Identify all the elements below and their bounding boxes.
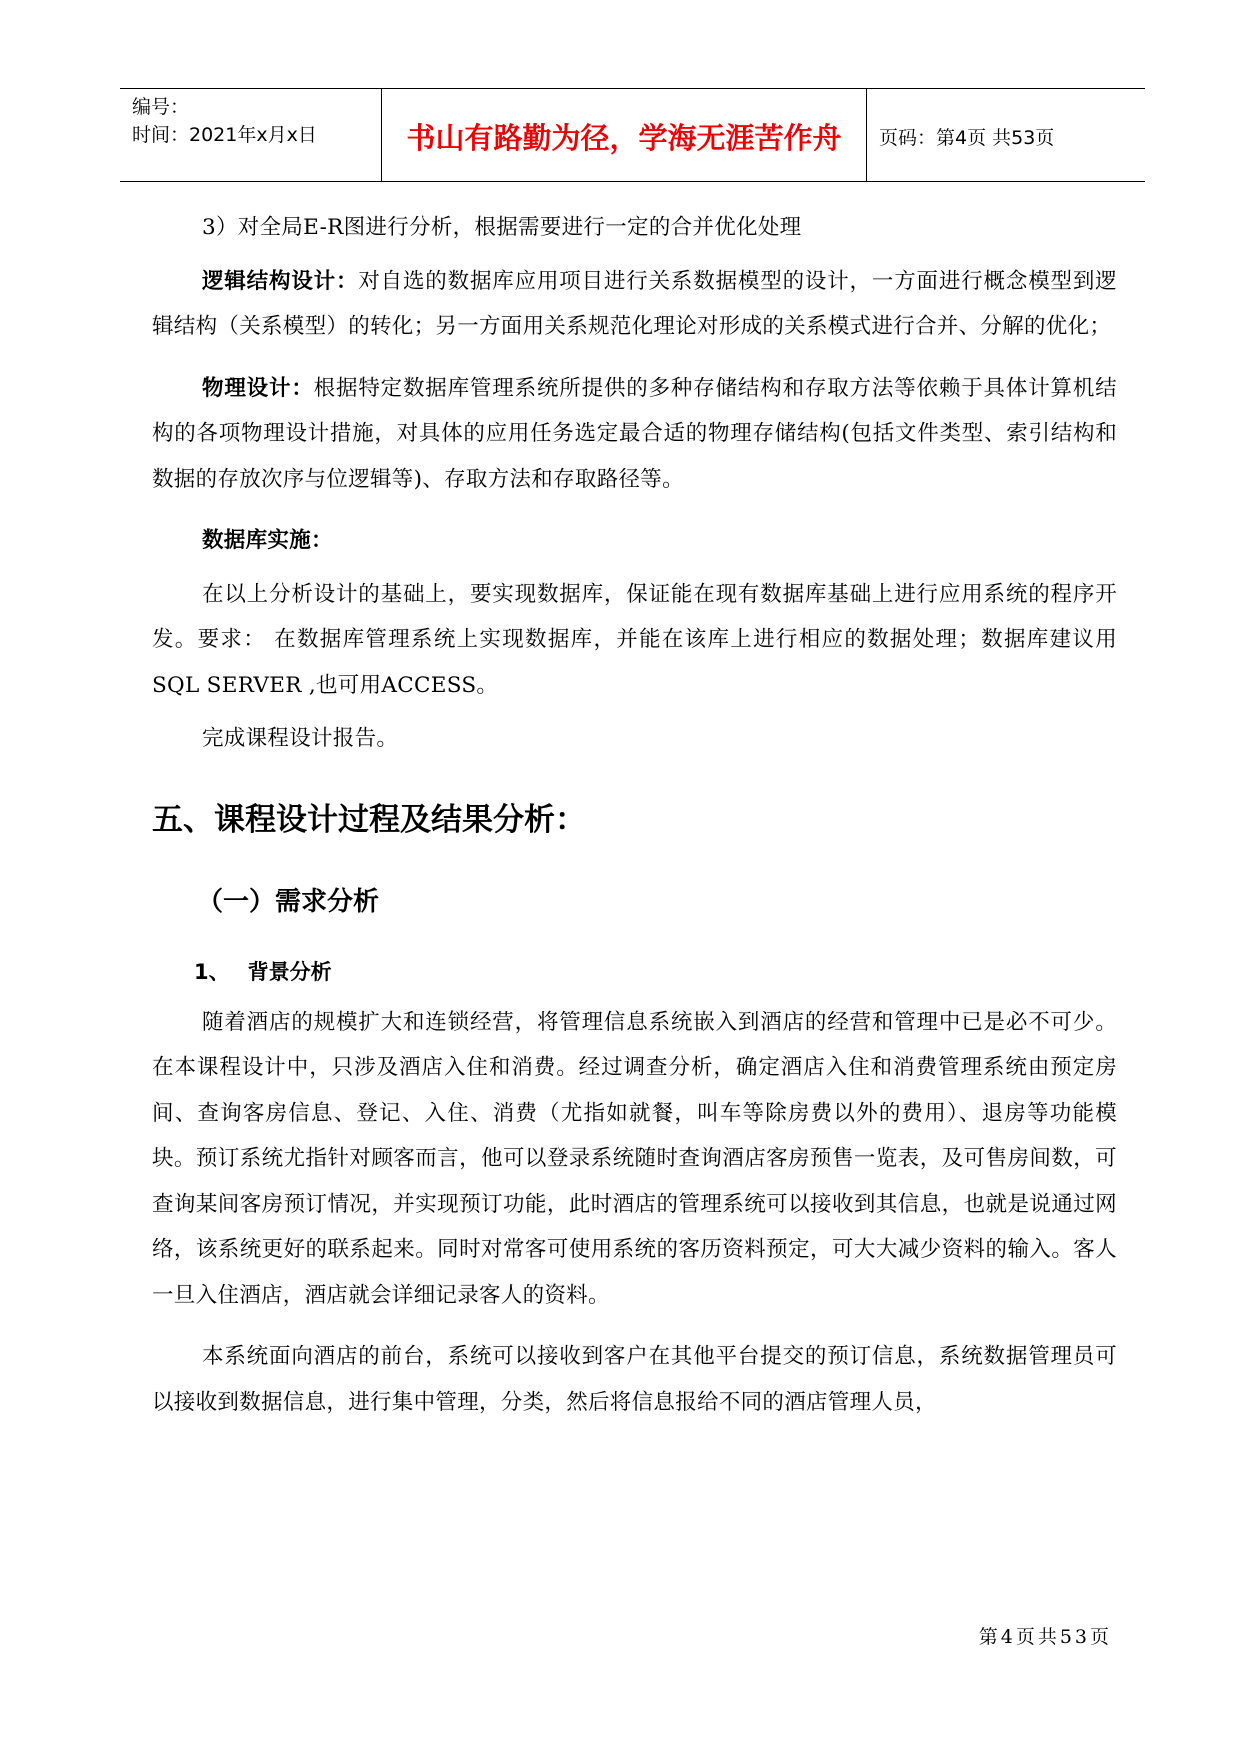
paragraph-report: 完成课程设计报告。 bbox=[202, 726, 399, 751]
header-motto: 书山有路勤为径，学海无涯苦作舟 bbox=[382, 89, 867, 181]
physical-design-text: 根据特定数据库管理系统所提供的多种存储结构和存取方法等依赖于具体计算机结构的各项物理设计措施，对具体的应用任务选定最合适的物理存储结构(包括文件类型、索引结构和数据的存放次序与位逻辑等)、存取方法和存取路径等。 bbox=[152, 375, 1117, 492]
subsubsection-title: 背景分析 bbox=[247, 959, 332, 984]
paragraph-physical-design bbox=[152, 366, 1117, 503]
paragraph-db-implementation: 在以上分析设计的基础上，要实现数据库，保证能在现有数据库基础上进行应用系统的程序开发。要求： 在数据库管理系统上实现数据库，并能在该库上进行相应的数据处理；数据库建议用SQL SERVER ,也可用ACCESS。 bbox=[152, 581, 1117, 698]
logical-design-text: 对自选的数据库应用项目进行关系数据模型的设计，一方面进行概念模型到逻辑结构（关系模型）的转化；另一方面用关系规范化理论对形成的关系模式进行合并、分解的优化； bbox=[152, 268, 1117, 339]
paragraph-background: 随着酒店的规模扩大和连锁经营，将管理信息系统嵌入到酒店的经营和管理中已是必不可少。在本课程设计中，只涉及酒店入住和消费。经过调查分析，确定酒店入住和消费管理系统由预定房间、查询客房信息、登记、入住、消费（尤指如就餐，叫车等除房费以外的费用）、退房等功能模块。预订系统尤指针对顾客而言，他可以登录系统随时查询酒店客房预售一览表，及可售房间数，可查询某间客房预订情况，并实现预订功能，此时酒店的管理系统可以接收到其信息，也就是说通过网络，该系统更好的联系起来。同时对常客可使用系统的客历资料预定，可大大减少资料的输入。客人一旦入住酒店，酒店就会详细记录客人的资料。 bbox=[152, 1009, 1117, 1308]
header-meta bbox=[120, 89, 382, 181]
header-page-label: 页码：第4页 共53页 bbox=[879, 126, 1055, 149]
document-body bbox=[152, 205, 1117, 1425]
paragraph-system-overview: 本系统面向酒店的前台，系统可以接收到客户在其他平台提交的预订信息，系统数据管理员可以接收到数据信息，进行集中管理，分类，然后将信息报给不同的酒店管理人员， bbox=[152, 1344, 1117, 1415]
paragraph-db-implementation-lead bbox=[152, 518, 1117, 564]
logical-design-lead: 逻辑结构设计： bbox=[202, 268, 359, 294]
page-footer: 第4页共53页 bbox=[978, 1626, 1112, 1648]
paragraph-logical-design bbox=[152, 259, 1117, 350]
subsubsection-heading bbox=[194, 952, 1117, 992]
subsubsection-number: 1、 bbox=[194, 959, 230, 984]
subsection-heading: （一）需求分析 bbox=[197, 886, 380, 917]
header-number-label: 编号： bbox=[132, 96, 190, 118]
physical-design-lead: 物理设计： bbox=[202, 375, 314, 401]
page-header bbox=[120, 88, 1145, 182]
header-time-label: 时间：2021年x月x日 bbox=[132, 124, 317, 146]
section-heading: 五、课程设计过程及结果分析： bbox=[152, 801, 586, 838]
paragraph-er-analysis: 3）对全局E-R图进行分析，根据需要进行一定的合并优化处理 bbox=[202, 215, 802, 240]
db-implementation-lead: 数据库实施： bbox=[202, 528, 333, 553]
